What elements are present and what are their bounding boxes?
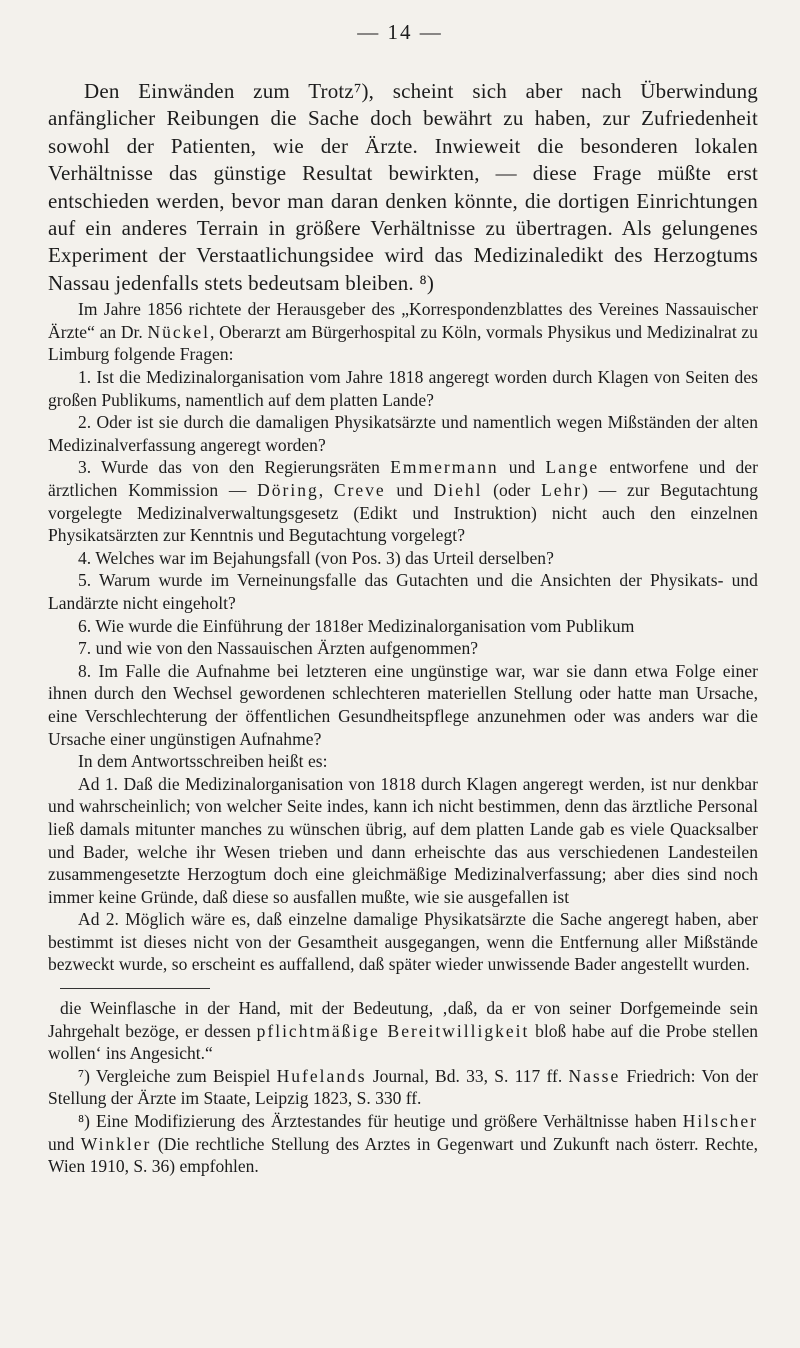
question-6: 6. Wie wurde die Einführung der 1818er Medizinalorganisation vom Publikum xyxy=(78,615,635,636)
text-run: Journal, Bd. 33, S. 117 ff. xyxy=(366,1065,569,1086)
person-name: Winkler xyxy=(80,1133,152,1154)
footnote-continuation xyxy=(48,997,758,1065)
text-run: 3. Wurde das von den Regierungsräten xyxy=(78,457,391,478)
question-2: 2. Oder ist sie durch die damaligen Physikatsärzte und namentlich wegen Mißständen der alten Medizinalverfassung angeregt worden? xyxy=(48,412,758,455)
person-name: Lehr xyxy=(541,480,583,500)
text-run: ) — zur Begutachtung vorgelegte Medizinalverwaltungsgesetz (Edikt und Instruktion) nicht auch den einzelnen Physikatsärzten zur Kenntnis und Begutachtung vorgelegt? xyxy=(48,480,759,546)
text-run: Friedrich: Von der Stellung der Ärzte im Staate, Leipzig 1823, S. 330 ff. xyxy=(48,1065,758,1109)
question-3 xyxy=(48,456,758,546)
person-name: Nückel xyxy=(147,321,211,342)
footnotes xyxy=(48,997,758,1178)
text-run: und xyxy=(385,480,434,500)
person-name: Nasse xyxy=(568,1065,621,1086)
footnote-8 xyxy=(48,1110,758,1178)
question-1: 1. Ist die Medizinalorganisation vom Jahre 1818 angeregt worden durch Klagen von Seiten des großen Publikums, namentlich auf dem platten Lande? xyxy=(48,367,758,410)
paragraph: Den Einwänden zum Trotz⁷), scheint sich aber nach Überwindung anfänglicher Reibungen die Sache doch bewährt zu haben, zur Zufriedenheit sowohl der Patienten, wie der Ärzte. Inwieweit die besonderen lokalen Verhältnisse das günstige Resultat bewirkten, — diese Frage müßte erst entschieden werden, bevor man daran denken könnte, die dortigen Einrichtungen auf ein anderes Terrain in größere Verhältnisse zu übertragen. Als gelungenes Experiment der Verstaatlichungsidee wird das Medizinaledikt des Herzogtums Nassau jedenfalls stets bedeutsam bleiben. ⁸) xyxy=(48,79,758,295)
answer-2: Ad 2. Möglich wäre es, daß einzelne damalige Physikatsärzte die Sache angeregt haben, aber bestimmt ist dieses nicht von der Gesamtheit ausgegangen, wenn die Entfernung aller Mißstände bezweckt wurde, so erscheint es auffallend, daß später wieder unwissende Bader angestellt wurden. xyxy=(48,909,758,975)
text-run: , xyxy=(318,480,334,500)
text-run: die Weinflasche in der Hand, mit der Bedeutung, ‚daß, da er von seiner Dorfgemeinde sein Jahrgehalt bezöge, er dessen xyxy=(48,998,758,1041)
person-name: Lange xyxy=(545,457,600,478)
text-run: Im Jahre 1856 richtete der Herausgeber des „Korrespondenzblattes des Vereines Nassauischer Ärzte“ an Dr. xyxy=(48,299,758,342)
text-run: , Oberarzt am Bürgerhospital zu Köln, vormals Physikus und Medizinalrat zu Limburg folgende Fragen: xyxy=(48,321,758,365)
intro-paragraph xyxy=(48,298,758,366)
emphasis-text: pflichtmäßige Bereitwilligkeit xyxy=(256,1020,530,1041)
question-7: 7. und wie von den Nassauischen Ärzten aufgenommen? xyxy=(78,638,479,659)
page-number: — 14 — xyxy=(357,20,443,44)
person-name: Creve xyxy=(333,480,386,500)
person-name: Hilscher xyxy=(682,1111,758,1132)
footnote-divider xyxy=(60,988,210,989)
answer-1: Ad 1. Daß die Medizinalorganisation von 1818 durch Klagen angeregt werden, ist nur denkbar und wahrscheinlich; von welcher Seite indes, kann ich nicht bestimmen, denn das ärztliche Personal ließ damals mitunter manches zu wünschen übrig, auf dem platten Lande gab es viele Quacksalber und Bader, welche ihr Wesen trieben und dann erheischte das aus verschiedenen Landesteilen zusammengesetzte Herzogtum doch eine gleichmäßige Medizinalverfassung; aber dies sind noch immer keine Gründe, daß diese so ausfallen mußte, wie sie ausgefallen ist xyxy=(48,773,758,907)
text-run: und xyxy=(48,1133,81,1154)
text-run: bloß habe auf die Probe stellen wollen‘ ins Angesicht.“ xyxy=(48,1020,759,1064)
question-4: 4. Welches war im Bejahungsfall (von Pos. 3) das Urteil derselben? xyxy=(78,547,554,568)
person-name: Emmermann xyxy=(390,457,499,478)
page-body xyxy=(48,78,758,1178)
question-5: 5. Warum wurde im Verneinungsfalle das Gutachten und die Ansichten der Physikats- und Landärzte nicht eingeholt? xyxy=(48,570,758,613)
person-name: Diehl xyxy=(433,480,483,500)
quoted-section xyxy=(48,298,758,976)
text-run: ⁷) Vergleiche zum Beispiel xyxy=(78,1065,277,1086)
text-run: ⁸) Eine Modifizierung des Ärztestandes für heutige und größere Verhältnisse haben xyxy=(78,1111,683,1132)
answer-intro: In dem Antwortsschreiben heißt es: xyxy=(78,751,328,772)
text-run: (Die rechtliche Stellung des Arztes in Gegenwart und Zukunft nach österr. Rechte, Wien 1910, S. 36) empfohlen. xyxy=(48,1133,758,1177)
person-name: Döring xyxy=(257,480,319,500)
text-run: und xyxy=(498,457,546,478)
text-run: (oder xyxy=(482,480,542,500)
footnote-7 xyxy=(48,1065,758,1110)
person-name: Hufelands xyxy=(276,1065,367,1086)
text-run: entworfene und der ärztlichen Kommission — xyxy=(48,457,758,500)
question-8: 8. Im Falle die Aufnahme bei letzteren eine ungünstige war, war sie dann etwa Folge einer ihnen durch den Wechsel gewordenen schlechteren materiellen Stellung oder hatte man Ursache, eine Verschlechterung der öffentlichen Gesundheitspflege anzunehmen oder was anders war die Ursache einer ungünstigen Aufnahme? xyxy=(48,660,758,749)
main-text xyxy=(48,78,758,297)
